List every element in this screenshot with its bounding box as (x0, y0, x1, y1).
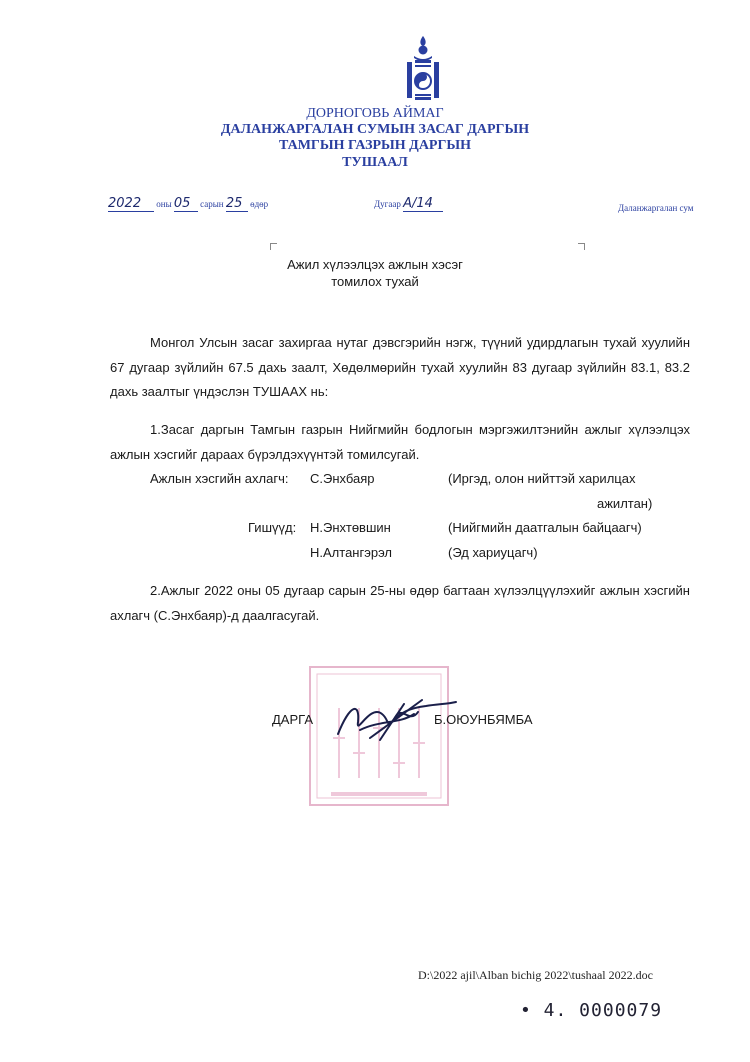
soyombo-emblem-icon (404, 34, 442, 102)
number-label: Дугаар (374, 199, 401, 209)
date-month-suffix: сарын (200, 199, 224, 209)
issue-place: Даланжаргалан сум (618, 203, 694, 213)
file-path: D:\2022 ajil\Alban bichig 2022\tushaal 2022.doc (418, 968, 653, 982)
date-year-field (108, 196, 154, 212)
members-label: Гишүүд: (248, 520, 297, 535)
date-day-suffix: өдөр (250, 199, 269, 209)
order-title-line-2: томилох тухай (331, 274, 419, 289)
office-line-1: ДАЛАНЖАРГАЛАН СУМЫН ЗАСАГ ДАРГЫН (220, 122, 530, 137)
date-day-field (226, 196, 248, 212)
order-title-line-1: Ажил хүлээлцэх ажлын хэсэг (287, 257, 463, 272)
member-2-role: (Эд хариуцагч) (448, 545, 538, 560)
date-year-suffix: оны (156, 199, 172, 209)
preamble-paragraph: Монгол Улсын засаг захиргаа нутаг дэвсгэрийн нэгж, түүний удирдлагын тухай хуулийн 67 дугаар зүйлийн 67.5 дахь заалт, Хөдөлмөрийн тухай хуулийн 83 дугаар зүйлийн 83.1, 83.2 дахь заалтыг үндэслэн ТУШААХ нь: (110, 335, 690, 399)
head-label: Ажлын хэсгийн ахлагч: (150, 471, 289, 486)
office-line-2: ТАМГЫН ГАЗРЫН ДАРГЫН (278, 138, 472, 153)
item-2-paragraph: 2.Ажлыг 2022 оны 05 дугаар сарын 25-ны өдөр багтаан хүлээлцүүлэхийг ажлын хэсгийн ахлагч (С.Энхбаяр)-д даалгасугай. (110, 583, 690, 623)
date-month: 05 (173, 196, 191, 211)
date-year: 2022 (108, 196, 142, 211)
date-day: 25 (225, 196, 243, 211)
signatory-name: Б.ОЮУНБЯМБА (434, 712, 533, 727)
document-number: А/14 (403, 196, 433, 211)
number-line (374, 196, 443, 212)
head-role-line-2: ажилтан) (597, 496, 653, 511)
date-line (108, 196, 268, 212)
head-role-line-1: (Иргэд, олон нийттэй харилцах (448, 471, 636, 486)
member-2-name: Н.Алтангэрэл (310, 545, 393, 560)
title-corner-right (578, 243, 585, 250)
document-type: ТУШААЛ (342, 155, 408, 170)
serial-number: • 4. 0000079 (520, 1000, 663, 1021)
number-field (403, 196, 443, 212)
member-1-name: Н.Энхтөвшин (310, 520, 391, 535)
member-1-role: (Нийгмийн даатгалын байцаагч) (448, 520, 642, 535)
head-name: С.Энхбаяр (310, 471, 375, 486)
signatory-title: ДАРГА (272, 712, 313, 727)
date-month-field (174, 196, 198, 212)
aimag-name: ДОРНОГОВЬ АЙМАГ (306, 106, 444, 121)
title-corner-left (270, 243, 277, 250)
item-1-paragraph: 1.Засаг даргын Тамгын газрын Нийгмийн бодлогын мэргэжилтэнийн ажлыг хүлээлцэх ажлын хэсгийг дараах бүрэлдэхүүнтэй томилсугай. (110, 422, 690, 462)
